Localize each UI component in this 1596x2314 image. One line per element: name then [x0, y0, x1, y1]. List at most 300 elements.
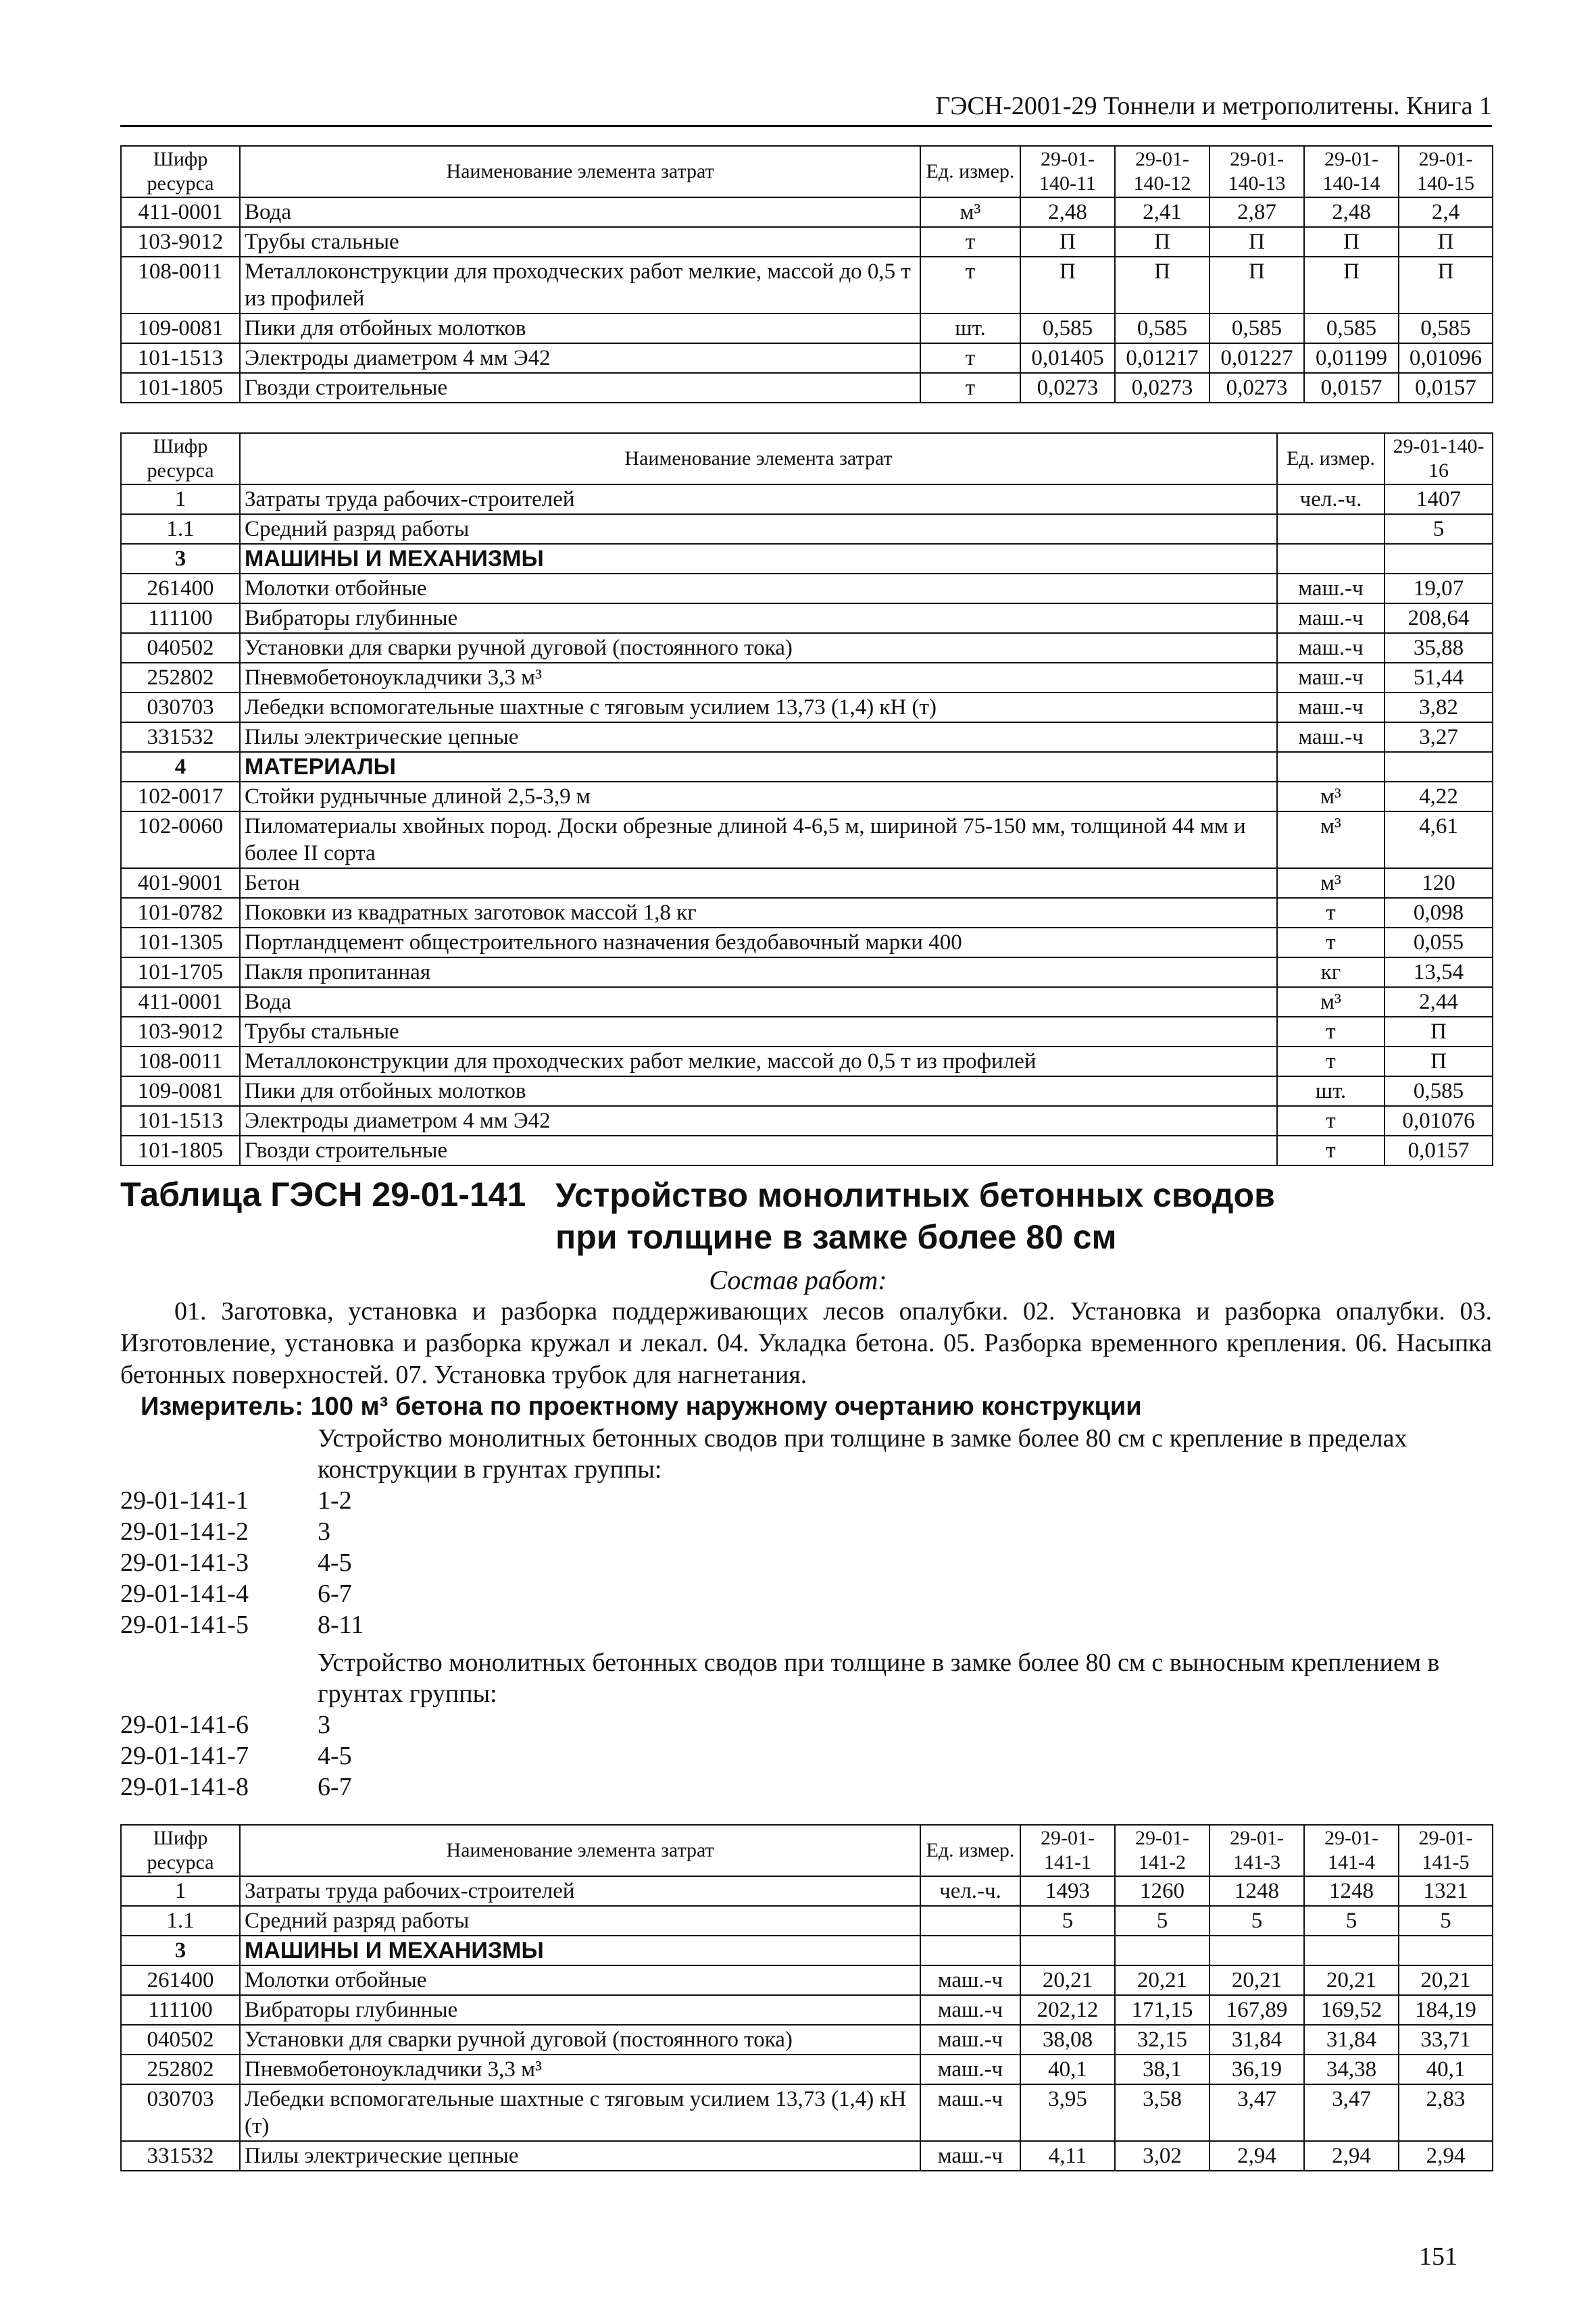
resource-code: 401-9001	[121, 868, 240, 898]
col-header-name: Наименование элемента затрат	[240, 433, 1277, 484]
resource-name: Молотки отбойные	[240, 1965, 920, 1995]
resource-unit: т	[920, 257, 1020, 313]
group-code: 29-01-141-8	[120, 1773, 249, 1801]
norm-value: 202,12	[1020, 1995, 1115, 2025]
norm-value: 1260	[1115, 1876, 1210, 1906]
resource-unit: т	[1277, 928, 1385, 957]
resource-name: Пилы электрические цепные	[240, 722, 1277, 752]
resource-code: 261400	[121, 1965, 240, 1995]
resource-name: Вода	[240, 197, 920, 227]
norm-value: 208,64	[1385, 603, 1493, 633]
table-row	[121, 1136, 1493, 1165]
resource-unit: маш.-ч	[920, 2055, 1020, 2084]
norm-value: 0,0157	[1385, 1136, 1493, 1165]
resource-code: 030703	[121, 2084, 240, 2141]
group-code: 29-01-141-6	[120, 1711, 249, 1739]
resource-unit: т	[1277, 1047, 1385, 1076]
col-header-unit: Ед. измер.	[920, 146, 1020, 197]
resource-code: 101-1513	[121, 1106, 240, 1136]
resource-code: 1	[121, 1876, 240, 1906]
group-list-item	[120, 1740, 352, 1771]
group-list-item	[120, 1578, 352, 1609]
resource-unit: маш.-ч	[1277, 693, 1385, 722]
table-header-row	[121, 146, 1493, 197]
resource-unit	[920, 1906, 1020, 1936]
col-header-code: Шифр ресурса	[121, 433, 240, 484]
table-body	[121, 1876, 1493, 2171]
col-header-code: Шифр ресурса	[121, 1825, 240, 1876]
resource-code: 101-0782	[121, 898, 240, 928]
resource-name: Лебедки вспомогательные шахтные с тяговым усилием 13,73 (1,4) кН (т)	[240, 693, 1277, 722]
table-row	[121, 484, 1493, 514]
norm-value: 38,1	[1115, 2055, 1210, 2084]
soil-group: 4-5	[318, 1549, 352, 1577]
norm-value: 0,0273	[1115, 373, 1210, 403]
table-row	[121, 633, 1493, 663]
norm-value: 40,1	[1020, 2055, 1115, 2084]
table-row	[121, 1047, 1493, 1076]
table-row	[121, 574, 1493, 603]
resource-code: 103-9012	[121, 1017, 240, 1047]
resource-code: 109-0081	[121, 313, 240, 343]
table-row	[121, 898, 1493, 928]
table-row	[121, 811, 1493, 868]
work-composition-heading: Состав работ:	[709, 1265, 887, 1295]
resource-name: Установки для сварки ручной дуговой (постоянного тока)	[240, 2025, 920, 2055]
resource-unit: кг	[1277, 957, 1385, 987]
norm-value	[1385, 752, 1493, 782]
norm-value: 36,19	[1210, 2055, 1304, 2084]
resource-name: Электроды диаметром 4 мм Э42	[240, 1106, 1277, 1136]
norm-value: П	[1210, 227, 1304, 257]
resource-unit: т	[920, 343, 1020, 373]
norm-value: П	[1399, 227, 1493, 257]
table-row	[121, 2025, 1493, 2055]
resource-name: Поковки из квадратных заготовок массой 1,8 кг	[240, 898, 1277, 928]
resource-unit	[1277, 544, 1385, 574]
resource-name: Пакля пропитанная	[240, 957, 1277, 987]
resource-name: Затраты труда рабочих-строителей	[240, 484, 1277, 514]
resource-code: 252802	[121, 2055, 240, 2084]
resource-name: Вибраторы глубинные	[240, 603, 1277, 633]
resource-name: Металлоконструкции для проходческих работ мелкие, массой до 0,5 т из профилей	[240, 257, 920, 313]
norm-value: 13,54	[1385, 957, 1493, 987]
norm-value: П	[1304, 257, 1399, 313]
resource-name: Металлоконструкции для проходческих работ мелкие, массой до 0,5 т из профилей	[240, 1047, 1277, 1076]
resource-code: 411-0001	[121, 987, 240, 1017]
table-row	[121, 2084, 1493, 2141]
resource-name: Пневмобетоноукладчики 3,3 м³	[240, 2055, 920, 2084]
table-row	[121, 2141, 1493, 2171]
table-row	[121, 928, 1493, 957]
resource-name: Трубы стальные	[240, 1017, 1277, 1047]
norm-value: 2,87	[1210, 197, 1304, 227]
running-header-text: ГЭСН-2001-29 Тоннели и метрополитены. Книга 1	[935, 92, 1492, 120]
resource-code: 1	[121, 484, 240, 514]
norm-value: 31,84	[1304, 2025, 1399, 2055]
norm-value: 0,098	[1385, 898, 1493, 928]
resource-name: Пилы электрические цепные	[240, 2141, 920, 2171]
resource-unit: т	[1277, 1136, 1385, 1165]
soil-group: 1-2	[318, 1486, 352, 1515]
resource-name: Электроды диаметром 4 мм Э42	[240, 343, 920, 373]
resource-code: 108-0011	[121, 257, 240, 313]
section-row	[121, 752, 1493, 782]
norm-value: 0,585	[1385, 1076, 1493, 1106]
soil-group: 4-5	[318, 1742, 352, 1770]
group-code: 29-01-141-7	[120, 1742, 249, 1770]
resource-name: Пневмобетоноукладчики 3,3 м³	[240, 663, 1277, 693]
section-row	[121, 1936, 1493, 1965]
resource-code: 040502	[121, 633, 240, 663]
resource-unit: чел.-ч.	[920, 1876, 1020, 1906]
norm-value: П	[1304, 227, 1399, 257]
group2-description: Устройство монолитных бетонных сводов при толщине в замке более 80 см с выносным креплением в грунтах группы:	[318, 1649, 1440, 1708]
resource-unit: маш.-ч	[1277, 574, 1385, 603]
resource-code: 101-1305	[121, 928, 240, 957]
meter-text: 100 м³ бетона по проектному наружному очертанию конструкции	[310, 1392, 1142, 1421]
table-row	[121, 603, 1493, 633]
table-row	[121, 1106, 1493, 1136]
resource-name: Трубы стальные	[240, 227, 920, 257]
norm-value: 40,1	[1399, 2055, 1493, 2084]
col-header-unit: Ед. измер.	[920, 1825, 1020, 1876]
table-row	[121, 868, 1493, 898]
resource-code: 261400	[121, 574, 240, 603]
col-header-unit: Ед. измер.	[1277, 433, 1385, 484]
resource-code: 111100	[121, 1995, 240, 2025]
col-header-name: Наименование элемента затрат	[240, 146, 920, 197]
norm-value: 184,19	[1399, 1995, 1493, 2025]
norm-value: 0,01076	[1385, 1106, 1493, 1136]
resource-code: 108-0011	[121, 1047, 240, 1076]
table-header-row	[121, 1825, 1493, 1876]
resource-unit: т	[920, 227, 1020, 257]
norm-value: 5	[1210, 1906, 1304, 1936]
table-row	[121, 782, 1493, 811]
resource-code: 109-0081	[121, 1076, 240, 1106]
norm-value: П	[1020, 257, 1115, 313]
norm-value: 38,08	[1020, 2025, 1115, 2055]
norm-value: 0,01217	[1115, 343, 1210, 373]
resource-name: Бетон	[240, 868, 1277, 898]
norm-value: 3,47	[1304, 2084, 1399, 2141]
norm-value: 4,11	[1020, 2141, 1115, 2171]
col-header-norm: 29-01-140-14	[1304, 146, 1399, 197]
table-row	[121, 373, 1493, 403]
section-row	[121, 544, 1493, 574]
resource-name: МАТЕРИАЛЫ	[240, 752, 1277, 782]
norm-value: 5	[1115, 1906, 1210, 1936]
norm-value: 20,21	[1210, 1965, 1304, 1995]
table-row	[121, 1965, 1493, 1995]
resource-unit: шт.	[920, 313, 1020, 343]
norm-value: 2,94	[1399, 2141, 1493, 2171]
group-list-item	[120, 1485, 352, 1516]
table-row	[121, 257, 1493, 313]
norm-value: 32,15	[1115, 2025, 1210, 2055]
page-number: 151	[1419, 2242, 1457, 2271]
norm-value: 2,94	[1210, 2141, 1304, 2171]
col-header-norm: 29-01-140-12	[1115, 146, 1210, 197]
table-row	[121, 343, 1493, 373]
resource-code: 111100	[121, 603, 240, 633]
resource-code: 331532	[121, 722, 240, 752]
resource-name: МАШИНЫ И МЕХАНИЗМЫ	[240, 544, 1277, 574]
norm-value: 20,21	[1020, 1965, 1115, 1995]
soil-group: 3	[318, 1711, 330, 1739]
norm-value: 0,01096	[1399, 343, 1493, 373]
norm-value: 4,61	[1385, 811, 1493, 868]
col-header-name: Наименование элемента затрат	[240, 1825, 920, 1876]
col-header-norm: 29-01-140-11	[1020, 146, 1115, 197]
norm-value: 0,0273	[1210, 373, 1304, 403]
norm-value: 34,38	[1304, 2055, 1399, 2084]
resource-code: 102-0060	[121, 811, 240, 868]
norm-value: 2,44	[1385, 987, 1493, 1017]
norm-value	[1304, 1936, 1399, 1965]
resource-name: Гвозди строительные	[240, 373, 920, 403]
norm-value: 4,22	[1385, 782, 1493, 811]
resource-code: 101-1805	[121, 1136, 240, 1165]
norm-value: 1407	[1385, 484, 1493, 514]
resource-unit: т	[1277, 1017, 1385, 1047]
resource-name: Молотки отбойные	[240, 574, 1277, 603]
norm-value: 51,44	[1385, 663, 1493, 693]
resource-unit	[1277, 514, 1385, 544]
soil-group: 6-7	[318, 1580, 352, 1608]
table-row	[121, 987, 1493, 1017]
col-header-norm: 29-01-140-13	[1210, 146, 1304, 197]
norm-value: 19,07	[1385, 574, 1493, 603]
resource-unit: маш.-ч	[920, 2084, 1020, 2141]
resource-unit: т	[1277, 898, 1385, 928]
soil-group: 6-7	[318, 1773, 352, 1801]
group-code: 29-01-141-1	[120, 1486, 249, 1515]
table-row	[121, 313, 1493, 343]
resource-code: 101-1513	[121, 343, 240, 373]
resource-unit: т	[920, 373, 1020, 403]
resource-unit: м³	[1277, 782, 1385, 811]
norm-value: 0,585	[1115, 313, 1210, 343]
soil-group: 3	[318, 1517, 330, 1546]
table-title: Устройство монолитных бетонных сводов при толщине в замке более 80 см	[555, 1176, 1275, 1256]
resource-code: 101-1705	[121, 957, 240, 987]
resource-name: Портландцемент общестроительного назначения бездобавочный марки 400	[240, 928, 1277, 957]
resource-code: 102-0017	[121, 782, 240, 811]
table-body	[121, 197, 1493, 403]
table-header-row	[121, 433, 1493, 484]
resource-name: Вода	[240, 987, 1277, 1017]
col-header-norm: 29-01-141-1	[1020, 1825, 1115, 1876]
norm-value: 0,01405	[1020, 343, 1115, 373]
resource-unit: маш.-ч	[920, 2141, 1020, 2171]
norm-value: 3,95	[1020, 2084, 1115, 2141]
norm-value: 0,01227	[1210, 343, 1304, 373]
resource-code: 3	[121, 1936, 240, 1965]
resource-name: Пиломатериалы хвойных пород. Доски обрезные длиной 4-6,5 м, шириной 75-150 мм, толщиной 44 мм и более II сорта	[240, 811, 1277, 868]
norm-value: П	[1115, 227, 1210, 257]
norm-value	[1399, 1936, 1493, 1965]
norm-value: 33,71	[1399, 2025, 1493, 2055]
norm-value: 3,47	[1210, 2084, 1304, 2141]
table-row	[121, 2055, 1493, 2084]
group-list-item	[120, 1771, 352, 1803]
norm-value: 5	[1304, 1906, 1399, 1936]
norm-value: 3,58	[1115, 2084, 1210, 2141]
resource-name: Средний разряд работы	[240, 1906, 920, 1936]
table-row	[121, 1017, 1493, 1047]
norm-value: 31,84	[1210, 2025, 1304, 2055]
resource-unit: маш.-ч	[1277, 633, 1385, 663]
norm-value: 2,94	[1304, 2141, 1399, 2171]
table-row	[121, 1906, 1493, 1936]
meter-label: Измеритель:	[141, 1392, 303, 1421]
resource-code: 411-0001	[121, 197, 240, 227]
resource-unit: м³	[920, 197, 1020, 227]
norm-value: П	[1210, 257, 1304, 313]
resource-unit: маш.-ч	[1277, 722, 1385, 752]
table-body	[121, 484, 1493, 1165]
resource-code: 252802	[121, 663, 240, 693]
resource-name: Пики для отбойных молотков	[240, 313, 920, 343]
resource-name: Стойки руднычные длиной 2,5-3,9 м	[240, 782, 1277, 811]
resource-unit: м³	[1277, 811, 1385, 868]
resource-unit: маш.-ч	[1277, 603, 1385, 633]
resource-name: Установки для сварки ручной дуговой (постоянного тока)	[240, 633, 1277, 663]
group-list-item	[120, 1609, 364, 1640]
col-header-norm: 29-01-141-5	[1399, 1825, 1493, 1876]
norm-value: 5	[1385, 514, 1493, 544]
table-row	[121, 1995, 1493, 2025]
table-label: Таблица ГЭСН 29-01-141	[120, 1176, 526, 1213]
resource-name: МАШИНЫ И МЕХАНИЗМЫ	[240, 1936, 920, 1965]
resource-unit: шт.	[1277, 1076, 1385, 1106]
col-header-norm: 29-01-141-2	[1115, 1825, 1210, 1876]
col-header-norm: 29-01-140-16	[1385, 433, 1493, 484]
col-header-norm: 29-01-140-15	[1399, 146, 1493, 197]
norm-value	[1115, 1936, 1210, 1965]
table-row	[121, 1076, 1493, 1106]
resource-unit	[1277, 752, 1385, 782]
group-list-item	[120, 1516, 330, 1547]
resource-table-140-continued	[120, 145, 1493, 403]
norm-value: 20,21	[1399, 1965, 1493, 1995]
table-row	[121, 514, 1493, 544]
norm-value: 3,27	[1385, 722, 1493, 752]
resource-name: Пики для отбойных молотков	[240, 1076, 1277, 1106]
resource-unit: м³	[1277, 868, 1385, 898]
table-row	[121, 1876, 1493, 1906]
resource-code: 3	[121, 544, 240, 574]
norm-value: П	[1020, 227, 1115, 257]
table-row	[121, 227, 1493, 257]
norm-value: 1248	[1304, 1876, 1399, 1906]
table-row	[121, 197, 1493, 227]
norm-value: 2,83	[1399, 2084, 1493, 2141]
norm-value: 0,0273	[1020, 373, 1115, 403]
norm-value: 1493	[1020, 1876, 1115, 1906]
norm-value: 5	[1020, 1906, 1115, 1936]
table-row	[121, 663, 1493, 693]
resource-name: Средний разряд работы	[240, 514, 1277, 544]
resource-unit: маш.-ч	[920, 1995, 1020, 2025]
group-list-item	[120, 1709, 330, 1740]
resource-code: 103-9012	[121, 227, 240, 257]
norm-value: 0,585	[1020, 313, 1115, 343]
resource-name: Затраты труда рабочих-строителей	[240, 1876, 920, 1906]
norm-value: 5	[1399, 1906, 1493, 1936]
norm-value	[1020, 1936, 1115, 1965]
table-row	[121, 722, 1493, 752]
norm-value: 2,41	[1115, 197, 1210, 227]
resource-unit: маш.-ч	[920, 2025, 1020, 2055]
norm-value: П	[1385, 1047, 1493, 1076]
running-header	[120, 89, 1492, 127]
norm-value: 0,585	[1210, 313, 1304, 343]
norm-value: П	[1385, 1017, 1493, 1047]
resource-code: 1.1	[121, 514, 240, 544]
resource-name: Гвозди строительные	[240, 1136, 1277, 1165]
col-header-norm: 29-01-141-4	[1304, 1825, 1399, 1876]
norm-value: 2,48	[1304, 197, 1399, 227]
norm-value: 167,89	[1210, 1995, 1304, 2025]
norm-value: 0,0157	[1304, 373, 1399, 403]
norm-value: 0,055	[1385, 928, 1493, 957]
norm-value: 171,15	[1115, 1995, 1210, 2025]
norm-value: 0,585	[1399, 313, 1493, 343]
norm-value: 35,88	[1385, 633, 1493, 663]
resource-unit: чел.-ч.	[1277, 484, 1385, 514]
work-composition-text: 01. Заготовка, установка и разборка поддерживающих лесов опалубки. 02. Установка и разборка опалубки. 03. Изготовление, установка и разборка кружал и лекал. 04. Укладка бетона. 05. Разборка временного крепления. 06. Насыпка бетонных поверхностей. 07. Установка трубок для нагнетания.	[120, 1297, 1492, 1389]
table-row	[121, 957, 1493, 987]
norm-value: 1248	[1210, 1876, 1304, 1906]
norm-value	[1210, 1936, 1304, 1965]
resource-name: Лебедки вспомогательные шахтные с тяговым усилием 13,73 (1,4) кН (т)	[240, 2084, 920, 2141]
norm-value: 0,01199	[1304, 343, 1399, 373]
resource-code: 4	[121, 752, 240, 782]
resource-unit	[920, 1936, 1020, 1965]
measurement-unit	[141, 1390, 1142, 1423]
resource-unit: маш.-ч	[920, 1965, 1020, 1995]
resource-unit: м³	[1277, 987, 1385, 1017]
norm-value: 120	[1385, 868, 1493, 898]
norm-value: 20,21	[1115, 1965, 1210, 1995]
group-code: 29-01-141-2	[120, 1517, 249, 1546]
norm-value: 2,4	[1399, 197, 1493, 227]
norm-value: 0,0157	[1399, 373, 1493, 403]
resource-code: 1.1	[121, 1906, 240, 1936]
col-header-code: Шифр ресурса	[121, 146, 240, 197]
resource-table-140-16	[120, 432, 1493, 1166]
group1-description: Устройство монолитных бетонных сводов при толщине в замке более 80 см с крепление в пределах конструкции в грунтах группы:	[318, 1424, 1407, 1484]
resource-unit: т	[1277, 1106, 1385, 1136]
group-code: 29-01-141-3	[120, 1549, 249, 1577]
norm-value: П	[1399, 257, 1493, 313]
group-code: 29-01-141-5	[120, 1611, 249, 1639]
resource-name: Вибраторы глубинные	[240, 1995, 920, 2025]
norm-value: 20,21	[1304, 1965, 1399, 1995]
resource-code: 331532	[121, 2141, 240, 2171]
soil-group: 8-11	[318, 1611, 364, 1639]
norm-value: 1321	[1399, 1876, 1493, 1906]
group-list-item	[120, 1547, 352, 1578]
table-row	[121, 693, 1493, 722]
resource-table-141	[120, 1824, 1493, 2171]
norm-value: 169,52	[1304, 1995, 1399, 2025]
resource-code: 101-1805	[121, 373, 240, 403]
norm-value: 3,02	[1115, 2141, 1210, 2171]
